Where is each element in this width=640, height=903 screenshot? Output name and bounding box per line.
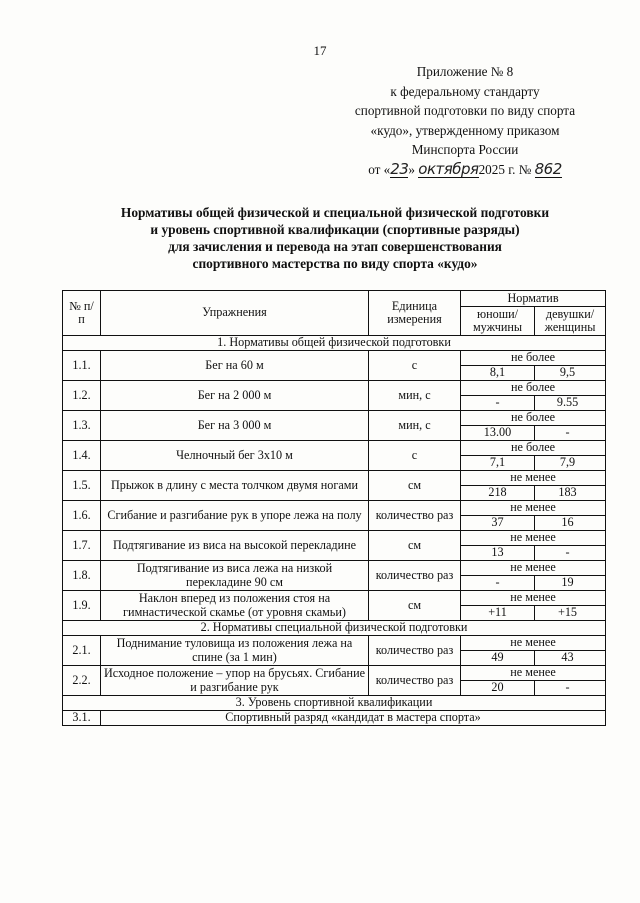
row-girls-value: 16: [535, 516, 606, 531]
row-girls-value: 9,5: [535, 366, 606, 381]
appendix-block: [330, 62, 600, 179]
table-row: [63, 711, 606, 726]
header-unit: Единица измерения: [369, 291, 461, 336]
date-month: октября: [418, 159, 479, 178]
document-title: [40, 204, 630, 272]
row-num: 1.8.: [63, 561, 101, 591]
row-num: 1.9.: [63, 591, 101, 621]
row-limit: не более: [461, 381, 606, 396]
table-row: [63, 501, 606, 516]
header-norm: Норматив: [461, 291, 606, 307]
section-row: [63, 696, 606, 711]
norms-table-body: [63, 336, 606, 726]
row-num: 1.1.: [63, 351, 101, 381]
row-limit: не менее: [461, 471, 606, 486]
table-row: [63, 441, 606, 456]
appendix-line-4: «кудо», утвержденному приказом: [370, 122, 560, 138]
row-unit: количество раз: [369, 501, 461, 531]
row-exercise: Прыжок в длину с места толчком двумя ногами: [101, 471, 369, 501]
row-boys-value: 49: [461, 651, 535, 666]
row-unit: количество раз: [369, 561, 461, 591]
row-girls-value: 183: [535, 486, 606, 501]
row-num: 1.5.: [63, 471, 101, 501]
header-exercise: Упражнения: [101, 291, 369, 336]
row-exercise: Бег на 60 м: [101, 351, 369, 381]
row-limit: не менее: [461, 561, 606, 576]
row-unit: количество раз: [369, 636, 461, 666]
table-row: [63, 666, 606, 681]
row-exercise: Спортивный разряд «кандидат в мастера спорта»: [101, 711, 606, 726]
row-num: 1.3.: [63, 411, 101, 441]
table-row: [63, 471, 606, 486]
table-row: [63, 531, 606, 546]
section-title: 1. Нормативы общей физической подготовки: [63, 336, 606, 351]
row-limit: не менее: [461, 591, 606, 606]
date-day: 23: [390, 159, 409, 178]
row-girls-value: +15: [535, 606, 606, 621]
row-limit: не менее: [461, 666, 606, 681]
row-num: 3.1.: [63, 711, 101, 726]
row-girls-value: -: [535, 681, 606, 696]
row-limit: не менее: [461, 531, 606, 546]
table-row: [63, 636, 606, 651]
header-boys: юноши/ мужчины: [461, 307, 535, 336]
row-girls-value: 43: [535, 651, 606, 666]
row-boys-value: 13: [461, 546, 535, 561]
row-limit: не более: [461, 351, 606, 366]
title-line-2: и уровень спортивной квалификации (спортивные разряды): [150, 222, 520, 237]
row-unit: с: [369, 351, 461, 381]
row-num: 2.1.: [63, 636, 101, 666]
row-exercise: Исходное положение – упор на брусьях. Сгибание и разгибание рук: [101, 666, 369, 696]
table-row: [63, 381, 606, 396]
date-mid: »: [408, 161, 415, 177]
section-row: [63, 621, 606, 636]
row-exercise: Подтягивание из виса лежа на низкой перекладине 90 см: [101, 561, 369, 591]
date-prefix: от «: [368, 161, 391, 177]
row-girls-value: -: [535, 426, 606, 441]
row-limit: не более: [461, 441, 606, 456]
norms-table: [62, 290, 606, 726]
row-unit: мин, с: [369, 411, 461, 441]
appendix-line-5: Минспорта России: [411, 142, 519, 157]
row-limit: не более: [461, 411, 606, 426]
row-exercise: Поднимание туловища из положения лежа на спине (за 1 мин): [101, 636, 369, 666]
row-unit: см: [369, 591, 461, 621]
table-row: [63, 591, 606, 606]
row-boys-value: 20: [461, 681, 535, 696]
row-girls-value: 7,9: [535, 456, 606, 471]
section-title: 3. Уровень спортивной квалификации: [63, 696, 606, 711]
row-exercise: Челночный бег 3х10 м: [101, 441, 369, 471]
row-exercise: Бег на 2 000 м: [101, 381, 369, 411]
row-num: 1.2.: [63, 381, 101, 411]
row-limit: не менее: [461, 636, 606, 651]
appendix-line-2: к федеральному стандарту: [390, 83, 540, 99]
row-boys-value: -: [461, 396, 535, 411]
row-limit: не менее: [461, 501, 606, 516]
section-title: 2. Нормативы специальной физической подготовки: [63, 621, 606, 636]
row-exercise: Сгибание и разгибание рук в упоре лежа на полу: [101, 501, 369, 531]
row-num: 1.6.: [63, 501, 101, 531]
row-num: 1.7.: [63, 531, 101, 561]
row-unit: мин, с: [369, 381, 461, 411]
date-year: 2025 г. №: [478, 161, 532, 177]
row-exercise: Наклон вперед из положения стоя на гимнастической скамье (от уровня скамьи): [101, 591, 369, 621]
row-boys-value: -: [461, 576, 535, 591]
row-unit: см: [369, 471, 461, 501]
appendix-date-line: [330, 160, 600, 180]
row-boys-value: +11: [461, 606, 535, 621]
row-num: 2.2.: [63, 666, 101, 696]
appendix-line-3: спортивной подготовки по виду спорта: [354, 103, 576, 118]
page-number: 17: [313, 43, 327, 58]
row-girls-value: 9.55: [535, 396, 606, 411]
row-unit: количество раз: [369, 666, 461, 696]
section-row: [63, 336, 606, 351]
table-row: [63, 351, 606, 366]
title-line-1: Нормативы общей физической и специальной физической подготовки: [120, 205, 550, 220]
row-boys-value: 37: [461, 516, 535, 531]
title-line-4: спортивного мастерства по виду спорта «кудо»: [192, 256, 478, 271]
row-boys-value: 8,1: [461, 366, 535, 381]
table-row: [63, 411, 606, 426]
row-boys-value: 218: [461, 486, 535, 501]
row-girls-value: 19: [535, 576, 606, 591]
table-row: [63, 561, 606, 576]
row-exercise: Бег на 3 000 м: [101, 411, 369, 441]
row-boys-value: 13.00: [461, 426, 535, 441]
date-number: 862: [534, 159, 562, 178]
row-unit: см: [369, 531, 461, 561]
row-unit: с: [369, 441, 461, 471]
header-girls: девушки/ женщины: [535, 307, 606, 336]
row-boys-value: 7,1: [461, 456, 535, 471]
title-line-3: для зачисления и перевода на этап совершенствования: [168, 239, 502, 254]
header-num: № п/п: [63, 291, 101, 336]
row-num: 1.4.: [63, 441, 101, 471]
appendix-line-1: Приложение № 8: [416, 64, 514, 79]
row-girls-value: -: [535, 546, 606, 561]
row-exercise: Подтягивание из виса на высокой перекладине: [101, 531, 369, 561]
